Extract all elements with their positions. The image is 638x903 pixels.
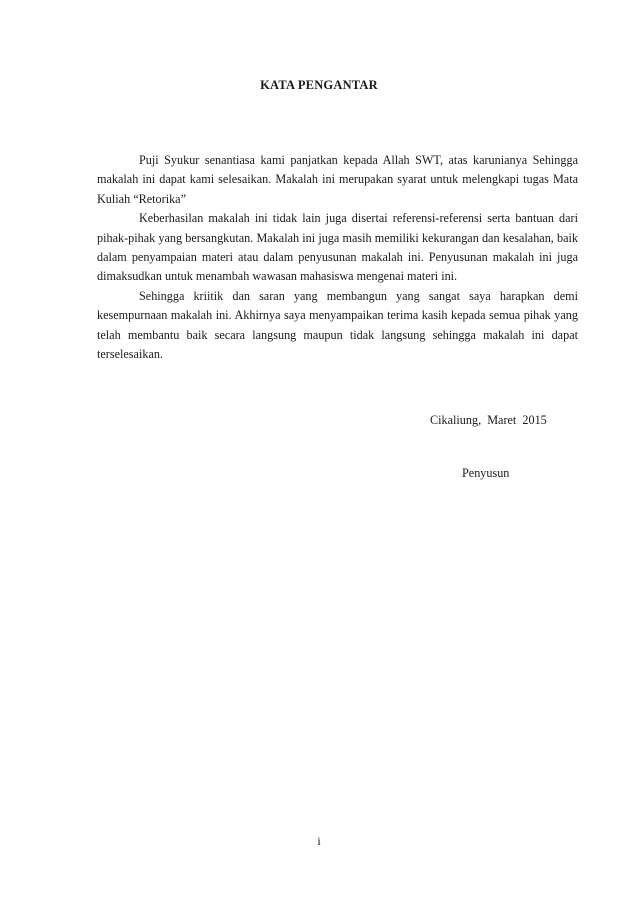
paragraph-3: Sehingga kriitik dan saran yang membangun yang sangat saya harapkan demi kesempurnaan makalah ini. Akhirnya saya menyampaikan terima kasih kepada semua pihak yang telah membantu baik secara langsung maupun tidak langsung sehingga makalah ini dapat terselesaikan. — [97, 288, 578, 362]
place-date: Cikaliung, Maret 2015 — [430, 413, 547, 427]
paragraph-2: Keberhasilan makalah ini tidak lain juga disertai referensi-referensi serta bantuan dari pihak-pihak yang bersangkutan. Makalah ini juga masih memiliki kekurangan dan kesalahan, baik dalam penyampaian materi atau dalam penyusunan makalah ini. Penyusunan makalah ini juga dimaksudkan untuk menambah wawasan mahasiswa mengenai materi ini. — [97, 211, 578, 284]
preface-body — [97, 151, 578, 364]
page-number: i — [317, 834, 321, 848]
page-title: KATA PENGANTAR — [260, 78, 378, 92]
paragraph-1: Puji Syukur senantiasa kami panjatkan kepada Allah SWT, atas karunianya Sehingga makalah ini dapat kami selesaikan. Makalah ini merupakan syarat untuk melengkapi tugas Mata Kuliah “Retorika” — [97, 153, 578, 206]
signature-author: Penyusun — [462, 466, 510, 480]
